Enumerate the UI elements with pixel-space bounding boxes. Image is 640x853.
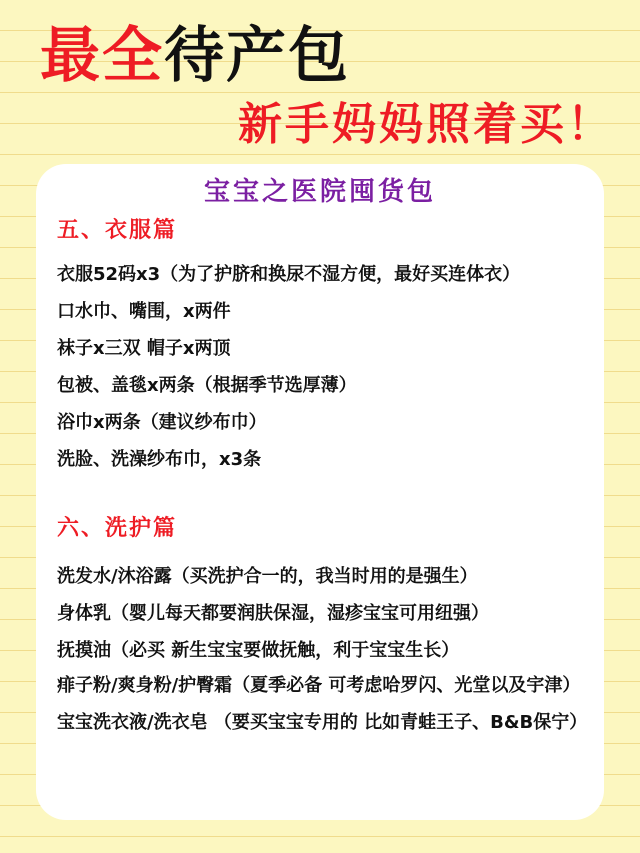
list-item: 抚摸油（必买 新生宝宝要做抚触，利于宝宝生长） [57,640,460,661]
list-item: 袜子x三双 帽子x两顶 [57,338,231,359]
main-title [40,22,350,90]
list-item: 口水巾、嘴围，x两件 [57,301,231,322]
subtitle: 新手妈妈照着买！ [238,99,614,150]
list-item: 洗发水/沐浴露（买洗护合一的，我当时用的是强生） [57,566,478,587]
content-card [36,164,604,820]
section-heading-clothes: 五、衣服篇 [57,218,178,243]
main-title-text: 待产包 [164,21,350,91]
list-item: 痱子粉/爽身粉/护臀霜（夏季必备 可考虑哈罗闪、光堂以及宇津） [57,675,581,696]
list-item: 洗脸、洗澡纱布巾，x3条 [57,449,262,470]
list-item: 包被、盖毯x两条（根据季节选厚薄） [57,375,357,396]
main-title-highlight: 最全 [40,21,164,91]
list-item: 身体乳（婴儿每天都要润肤保湿，湿疹宝宝可用纽强） [57,603,489,624]
clothes-item-list [57,256,597,478]
list-item: 宝宝洗衣液/洗衣皂 （要买宝宝专用的 比如青蛙王子、B&B保宁） [57,712,588,733]
list-item: 浴巾x两条（建议纱布巾） [57,412,267,433]
card-title: 宝宝之医院囤货包 [203,177,436,207]
care-item-list [57,558,597,743]
list-item: 衣服52码x3（为了护脐和换尿不湿方便，最好买连体衣） [57,264,521,285]
section-heading-care: 六、洗护篇 [57,516,178,541]
